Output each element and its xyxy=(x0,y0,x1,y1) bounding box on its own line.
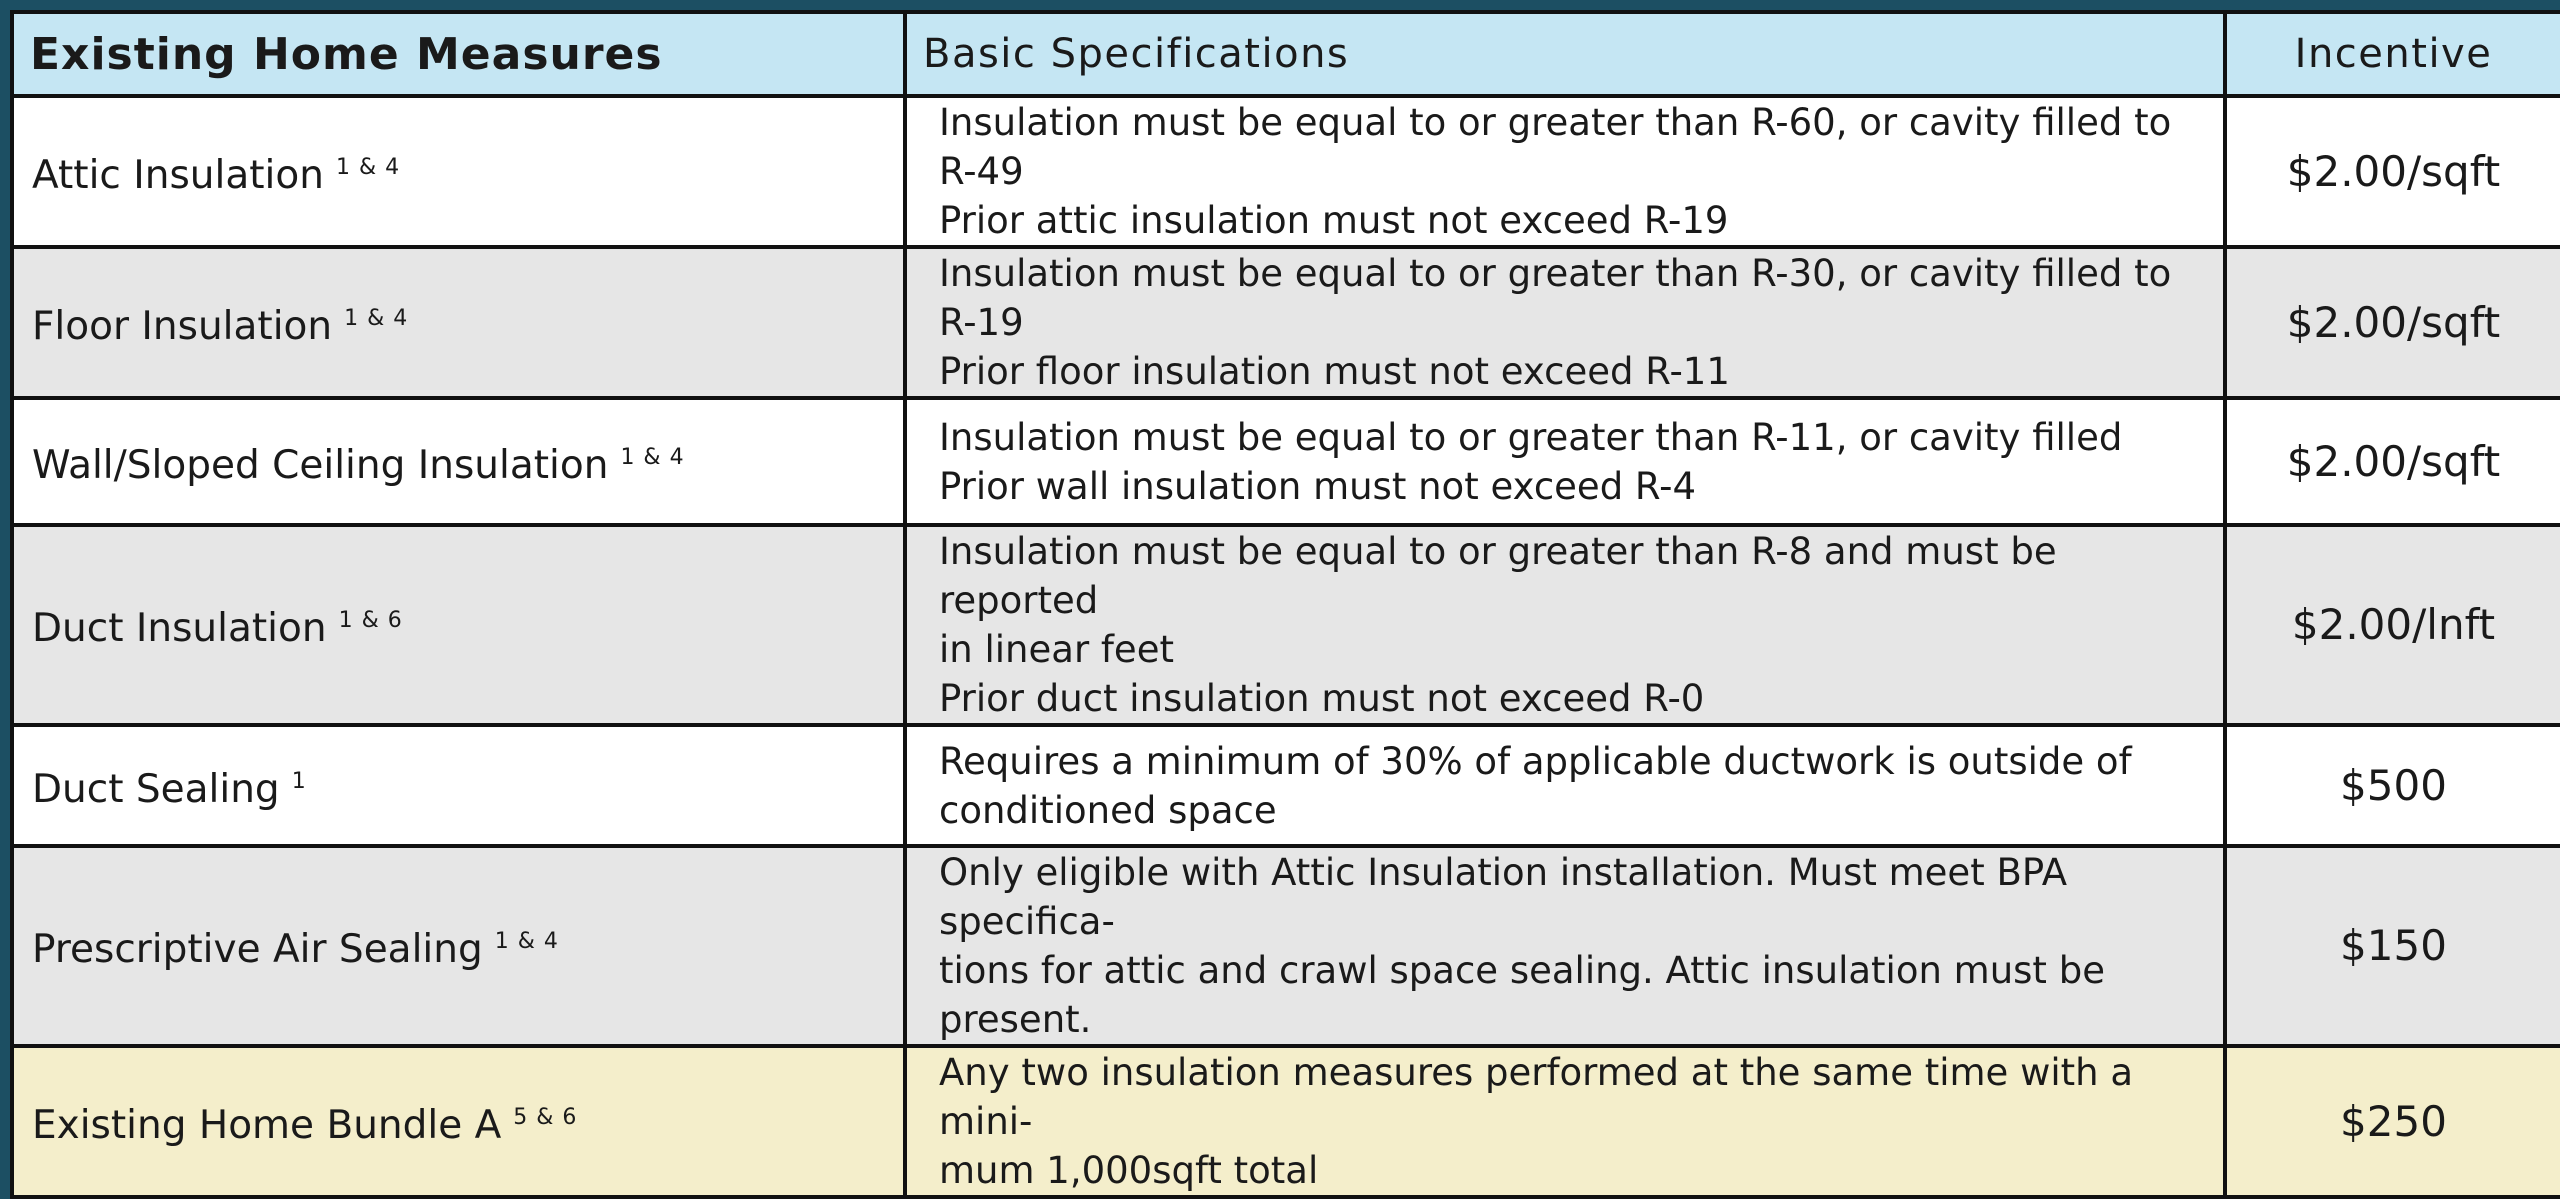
footnote-ref: 1 & 4 xyxy=(494,929,559,954)
table-row xyxy=(12,398,2560,525)
measure-name: Floor Insulation xyxy=(32,303,333,349)
spec-line: conditioned space xyxy=(939,788,1277,832)
measure-cell xyxy=(12,96,905,247)
spec-line: Prior duct insulation must not exceed R-0 xyxy=(939,677,1705,720)
footnote-ref: 1 & 6 xyxy=(338,608,403,633)
measure-name: Duct Insulation xyxy=(32,606,327,651)
spec-line: Insulation must be equal to or greater than R-8 and must be reported xyxy=(939,530,2057,622)
table-row xyxy=(12,1046,2560,1197)
measures-table xyxy=(10,10,2560,1199)
header-row xyxy=(12,12,2560,96)
measure-name: Duct Sealing xyxy=(32,766,280,812)
incentive-cell: $2.00/sqft xyxy=(2225,96,2560,247)
spec-line: Prior wall insulation must not exceed R-4 xyxy=(939,464,1697,508)
spec-line: in linear feet xyxy=(939,628,1174,671)
spec-cell xyxy=(905,96,2225,247)
table-row xyxy=(12,725,2560,846)
footnote-ref: 1 & 4 xyxy=(344,305,409,331)
spec-line: mum 1,000sqft total xyxy=(939,1149,1319,1192)
spec-line: Requires a minimum of 30% of applicable ductwork is outside of xyxy=(939,739,2132,783)
spec-line: tions for attic and crawl space sealing. Attic insulation must be present. xyxy=(939,949,2105,1041)
measure-cell xyxy=(12,247,905,398)
spec-cell xyxy=(905,525,2225,725)
measure-name: Wall/Sloped Ceiling Insulation xyxy=(32,442,609,488)
spec-line: Prior floor insulation must not exceed R-11 xyxy=(939,350,1730,393)
spec-line: Insulation must be equal to or greater than R-30, or cavity filled to R-19 xyxy=(939,252,2172,344)
measure-name: Existing Home Bundle A xyxy=(32,1102,502,1148)
spec-line: Insulation must be equal to or greater than R-11, or cavity filled xyxy=(939,415,2123,459)
measure-name: Prescriptive Air Sealing xyxy=(32,927,483,972)
header-measures: Existing Home Measures xyxy=(12,12,905,96)
table-row xyxy=(12,525,2560,725)
incentive-cell: $250 xyxy=(2225,1046,2560,1197)
incentive-cell: $2.00/sqft xyxy=(2225,247,2560,398)
measure-name: Attic Insulation xyxy=(32,152,324,198)
incentive-cell: $2.00/sqft xyxy=(2225,398,2560,525)
footnote-ref: 1 xyxy=(291,768,307,794)
measure-cell xyxy=(12,398,905,525)
measure-cell xyxy=(12,1046,905,1197)
incentive-cell: $2.00/lnft xyxy=(2225,525,2560,725)
spec-line: Prior attic insulation must not exceed R-19 xyxy=(939,199,1729,242)
spec-cell xyxy=(905,1046,2225,1197)
spec-line: Any two insulation measures performed at the same time with a mini- xyxy=(939,1051,2134,1143)
table-row xyxy=(12,846,2560,1046)
spec-line: Only eligible with Attic Insulation installation. Must meet BPA specifica- xyxy=(939,851,2068,943)
table-row xyxy=(12,247,2560,398)
measure-cell xyxy=(12,846,905,1046)
measure-cell xyxy=(12,725,905,846)
table-row xyxy=(12,96,2560,247)
footnote-ref: 1 & 4 xyxy=(335,154,401,180)
spec-cell xyxy=(905,247,2225,398)
spec-cell xyxy=(905,398,2225,525)
footnote-ref: 5 & 6 xyxy=(513,1104,578,1130)
header-specs: Basic Specifications xyxy=(905,12,2225,96)
header-incentive: Incentive xyxy=(2225,12,2560,96)
spec-line: Insulation must be equal to or greater than R-60, or cavity filled to R-49 xyxy=(939,101,2172,193)
incentive-cell: $150 xyxy=(2225,846,2560,1046)
spec-cell xyxy=(905,725,2225,846)
spec-cell xyxy=(905,846,2225,1046)
measure-cell xyxy=(12,525,905,725)
footnote-ref: 1 & 4 xyxy=(620,444,685,470)
incentive-cell: $500 xyxy=(2225,725,2560,846)
